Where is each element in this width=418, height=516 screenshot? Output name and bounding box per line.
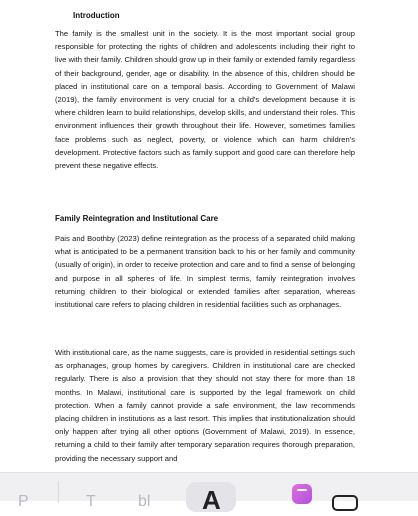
toolbar-item-3[interactable]: bl: [138, 493, 151, 510]
toolbar-divider: [58, 481, 59, 503]
keyboard-icon[interactable]: [332, 495, 358, 511]
heading-introduction: Introduction: [73, 11, 120, 20]
sticker-icon[interactable]: [292, 484, 312, 504]
paragraph-reintegration: Pais and Boothby (2023) define reintegration as the process of a separated child making what is anticipated to be a permanent transition back to his or her family and community (usually of origin), in order to receive protection and care and to find a sense of belonging and purpose in all spheres of life. In simplest terms, family reintegration involves returning children to their biological or extended families after separation, whereas institutional care refers to placing children in residential facilities such as orphanages.: [55, 234, 355, 310]
paragraph-introduction: The family is the smallest unit in the society. It is the most important social group responsible for protecting the rights of children and adolescents including their right to live with their family. Children should grow up in their family or extended family regardless of their background, gender, age or disability. In the absence of this, children should be placed in institutional care on a temporal basis. According to Government of Malawi (2019), the family environment is very crucial for a child's development because it is where children learn to build relationships, develop skills, and understand their roles. This environment influences their growth throughout their life. However, sometimes families face problems such as neglect, poverty, or violence which can harm children's development. Protective factors such as family support and good care can therefore help prevent these negative effects.: [55, 29, 355, 171]
paragraph-institutional-care: With institutional care, as the name suggests, care is provided in residential settings such as orphanages, group homes by caregivers. Children in institutional care are checked regularly. There is also a provision that they should not stay there for more than 18 months. In Malawi, institutional care is supported by the legal framework on child protection. When a family cannot provide a safe environment, the law recommends placing children in institutions as a last resort. This implies that institutionalization should only happen after trying all other options (Government of Malawi, 2019). In essence, returning a child to their family after temporary separation requires thorough preparation, providing the necessary support and: [55, 348, 355, 463]
text-format-icon[interactable]: A: [202, 485, 221, 515]
toolbar-item-2[interactable]: T: [86, 493, 96, 510]
bottom-toolbar: [0, 472, 418, 515]
toolbar-item-1[interactable]: P: [18, 493, 29, 510]
heading-family-reintegration: Family Reintegration and Institutional Care: [55, 214, 219, 223]
